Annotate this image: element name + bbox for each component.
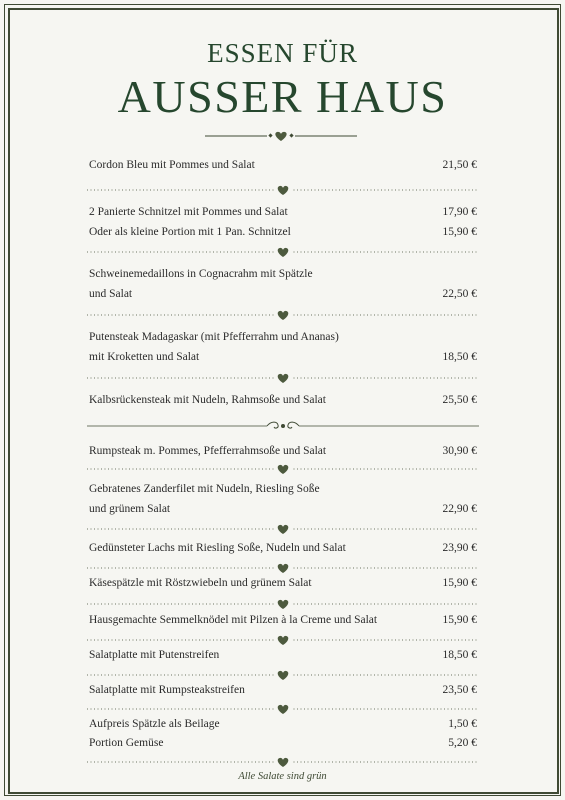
menu-price: 17,90 € (442, 206, 477, 218)
menu-price: 22,50 € (442, 288, 477, 300)
menu-item: Schweinemedaillons in Cognacrahm mit Spätzle (89, 268, 313, 280)
menu-item: mit Kroketten und Salat (89, 351, 200, 363)
menu-item: Hausgemachte Semmelknödel mit Pilzen à la Creme und Salat (89, 614, 378, 626)
menu-item: Oder als kleine Portion mit 1 Pan. Schnitzel (89, 226, 291, 238)
title-ornament (205, 130, 357, 142)
menu-price: 18,50 € (442, 351, 477, 363)
menu-price: 23,50 € (442, 684, 477, 696)
menu-price: 23,90 € (442, 542, 477, 554)
menu-price: 18,50 € (442, 649, 477, 661)
menu-title-line1: ESSEN FÜR (207, 38, 358, 68)
dotted-separator (87, 563, 479, 573)
menu-price: 1,50 € (448, 718, 477, 730)
menu-item: Salatplatte mit Rumpsteakstreifen (89, 684, 245, 696)
menu-item: und Salat (89, 288, 133, 300)
menu-price: 15,90 € (442, 614, 477, 626)
menu-item: Gebratenes Zanderfilet mit Nudeln, Riesling Soße (89, 483, 320, 495)
menu-item: 2 Panierte Schnitzel mit Pommes und Salat (89, 206, 288, 218)
menu-price: 15,90 € (442, 577, 477, 589)
menu-item: Rumpsteak m. Pommes, Pfefferrahmsoße und Salat (89, 445, 327, 457)
menu-item: Portion Gemüse (89, 737, 164, 749)
menu-item: Cordon Bleu mit Pommes und Salat (89, 159, 255, 171)
scroll-divider (87, 420, 479, 432)
menu-item: Kalbsrückensteak mit Nudeln, Rahmsoße und Salat (89, 394, 326, 406)
menu-item: Salatplatte mit Putenstreifen (89, 649, 220, 661)
dotted-separator (87, 185, 479, 195)
dotted-separator (87, 670, 479, 680)
dotted-separator (87, 635, 479, 645)
dotted-separator (87, 247, 479, 257)
dotted-separator (87, 373, 479, 383)
menu-item: Putensteak Madagaskar (mit Pfefferrahm und Ananas) (89, 331, 339, 343)
dotted-separator (87, 310, 479, 320)
footer-note: Alle Salate sind grün (238, 771, 327, 782)
menu-price: 25,50 € (442, 394, 477, 406)
dotted-separator (87, 757, 479, 767)
menu-item: Gedünsteter Lachs mit Riesling Soße, Nudeln und Salat (89, 542, 346, 554)
menu-price: 30,90 € (442, 445, 477, 457)
menu-title-line2: AUSSER HAUS (117, 71, 448, 122)
menu-price: 21,50 € (442, 159, 477, 171)
dotted-separator (87, 599, 479, 609)
dotted-separator (87, 524, 479, 534)
menu-item: und grünem Salat (89, 503, 171, 515)
menu-price: 15,90 € (442, 226, 477, 238)
menu-price: 22,90 € (442, 503, 477, 515)
menu-item: Aufpreis Spätzle als Beilage (89, 718, 220, 730)
dotted-separator (87, 704, 479, 714)
dotted-separator (87, 464, 479, 474)
menu-item: Käsespätzle mit Röstzwiebeln und grünem Salat (89, 577, 312, 589)
menu-price: 5,20 € (448, 737, 477, 749)
